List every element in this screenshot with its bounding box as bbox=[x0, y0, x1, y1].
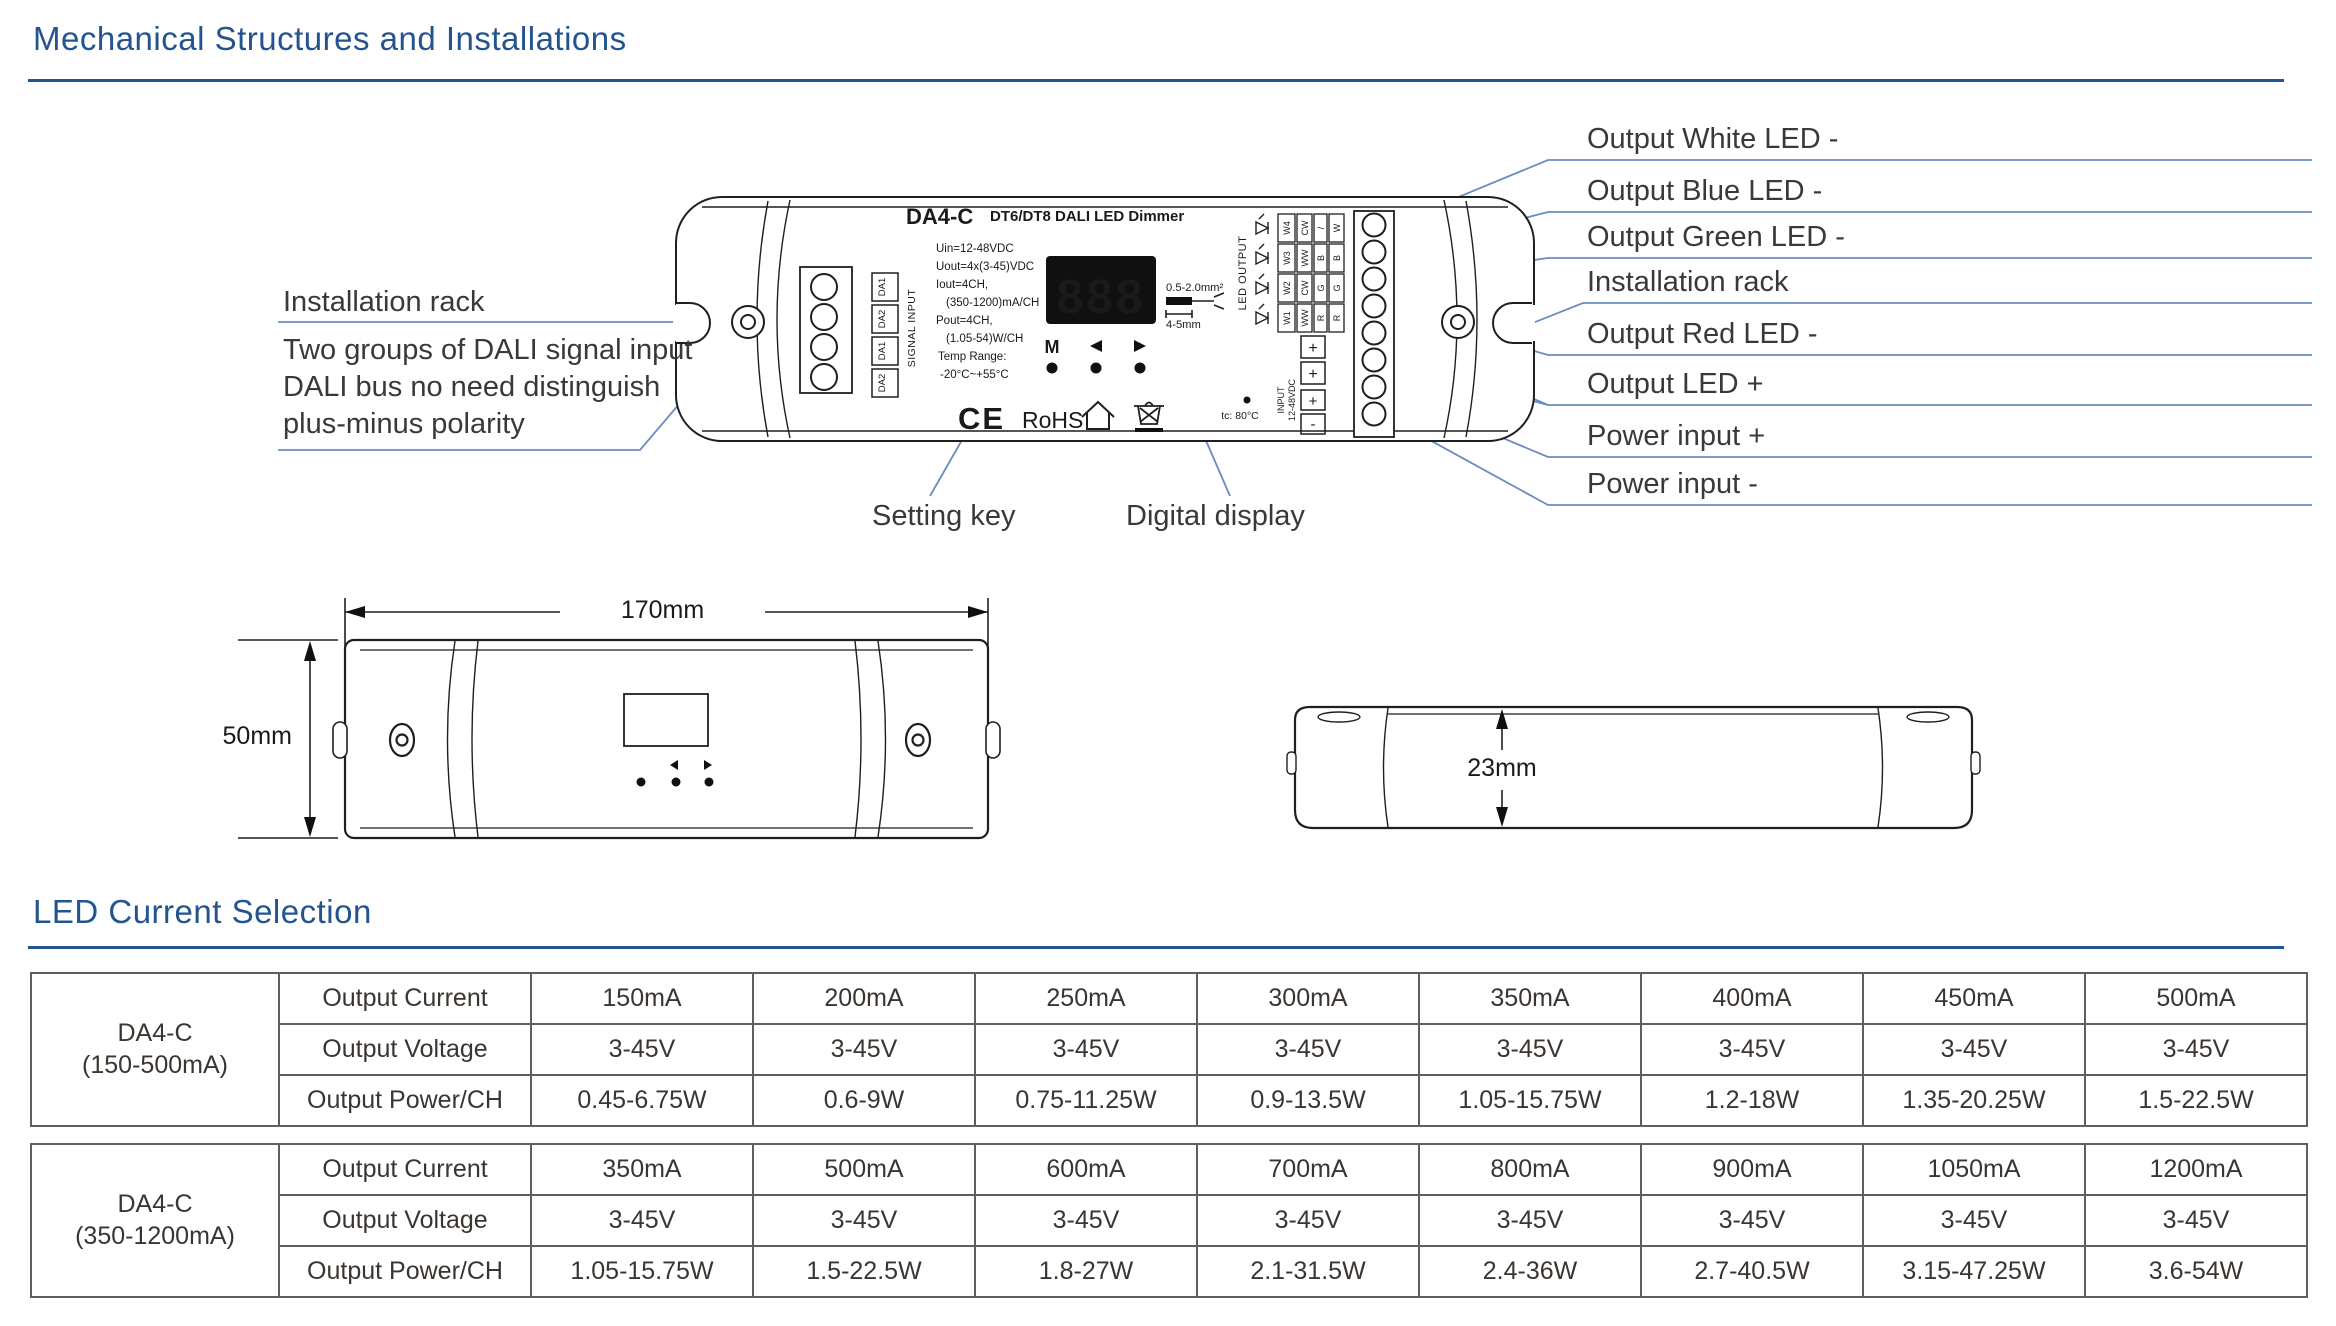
callout-output-green: Output Green LED - bbox=[1587, 221, 1845, 253]
da-terminal-label: DA1 bbox=[877, 277, 888, 297]
cell: 3-45V bbox=[1419, 1024, 1641, 1075]
dali-line-1: Two groups of DALI signal input bbox=[283, 334, 693, 366]
screw-left bbox=[732, 306, 764, 338]
wire-strip-label: 4-5mm bbox=[1166, 319, 1201, 331]
spec-line: Temp Range: bbox=[938, 351, 1007, 363]
callout-installation-rack-left: Installation rack bbox=[283, 286, 485, 318]
cell: 1.2-18W bbox=[1641, 1075, 1863, 1126]
dali-line-2: DALI bus no need distinguish bbox=[283, 371, 661, 403]
cell: 350mA bbox=[531, 1144, 753, 1195]
cell: 3-45V bbox=[1863, 1195, 2085, 1246]
section-title-led-current: LED Current Selection bbox=[33, 893, 372, 930]
cell: 900mA bbox=[1641, 1144, 1863, 1195]
cell: 500mA bbox=[753, 1144, 975, 1195]
matrix-cell: W bbox=[1332, 223, 1342, 233]
cell: 1.5-22.5W bbox=[2085, 1075, 2307, 1126]
cell: 350mA bbox=[1419, 973, 1641, 1024]
callout-output-white: Output White LED - bbox=[1587, 123, 1839, 155]
cell: 0.45-6.75W bbox=[531, 1075, 753, 1126]
input-plus-label: + bbox=[1308, 393, 1318, 410]
table-row bbox=[31, 973, 2307, 1024]
cell: 250mA bbox=[975, 973, 1197, 1024]
cell: 3-45V bbox=[2085, 1024, 2307, 1075]
input-label: INPUT bbox=[1276, 386, 1286, 414]
callout-installation-rack-right: Installation rack bbox=[1587, 266, 1789, 298]
led-output-label: LED OUTPUT bbox=[1237, 235, 1249, 311]
spec-line: (350-1200)mA/CH bbox=[946, 297, 1040, 309]
matrix-cell: W3 bbox=[1282, 251, 1292, 265]
matrix-cell: WW bbox=[1300, 249, 1310, 267]
row-label: Output Current bbox=[279, 1144, 531, 1195]
cell: 3-45V bbox=[531, 1195, 753, 1246]
plus-terminal-label: + bbox=[1308, 340, 1318, 357]
matrix-cell: G bbox=[1316, 284, 1326, 292]
cell: 700mA bbox=[1197, 1144, 1419, 1195]
cell: 1.35-20.25W bbox=[1863, 1075, 2085, 1126]
cell: 3-45V bbox=[2085, 1195, 2307, 1246]
model-name: DA4-C bbox=[117, 1019, 193, 1048]
cell: 2.4-36W bbox=[1419, 1246, 1641, 1297]
matrix-cell: W2 bbox=[1282, 281, 1292, 295]
tc-dot bbox=[1244, 397, 1251, 404]
seven-segment-display: 888 bbox=[1056, 271, 1146, 324]
row-label: Output Voltage bbox=[279, 1195, 531, 1246]
row-label: Output Current bbox=[279, 973, 531, 1024]
callout-power-input-plus: Power input + bbox=[1587, 420, 1766, 452]
cell: 3-45V bbox=[1641, 1195, 1863, 1246]
cell: 3.15-47.25W bbox=[1863, 1246, 2085, 1297]
cell: 2.1-31.5W bbox=[1197, 1246, 1419, 1297]
plus-terminal-label: + bbox=[1308, 366, 1318, 383]
cell: 0.75-11.25W bbox=[975, 1075, 1197, 1126]
cell: 3-45V bbox=[1419, 1195, 1641, 1246]
callout-dali-input bbox=[283, 332, 692, 443]
cell: 1.5-22.5W bbox=[753, 1246, 975, 1297]
matrix-cell: G bbox=[1332, 284, 1342, 292]
right-rack-notch bbox=[1493, 303, 1535, 343]
callout-output-blue: Output Blue LED - bbox=[1587, 175, 1823, 207]
matrix-cell: WW bbox=[1300, 309, 1310, 327]
row-label: Output Power/CH bbox=[279, 1075, 531, 1126]
matrix-cell: W4 bbox=[1282, 221, 1292, 235]
led-current-table-2 bbox=[30, 1143, 2308, 1298]
cell: 3-45V bbox=[1641, 1024, 1863, 1075]
cell: 1.05-15.75W bbox=[531, 1246, 753, 1297]
dim-label-depth: 23mm bbox=[1467, 754, 1537, 782]
spec-line: Uin=12-48VDC bbox=[936, 243, 1014, 255]
m-key-label: M bbox=[1044, 337, 1060, 357]
spec-line: -20°C~+55°C bbox=[940, 369, 1009, 381]
matrix-cell: B bbox=[1316, 254, 1326, 262]
wire-gauge-label: 0.5-2.0mm² bbox=[1166, 282, 1224, 294]
table-row bbox=[31, 1144, 2307, 1195]
page-title: Mechanical Structures and Installations bbox=[33, 20, 627, 57]
front-view bbox=[238, 598, 1000, 838]
callout-output-red: Output Red LED - bbox=[1587, 318, 1818, 350]
rohs-label: RoHS bbox=[1022, 407, 1084, 433]
cell: 2.7-40.5W bbox=[1641, 1246, 1863, 1297]
cell: 1050mA bbox=[1863, 1144, 2085, 1195]
callout-setting-key: Setting key bbox=[872, 500, 1016, 532]
device-subtitle: DT6/DT8 DALI LED Dimmer bbox=[990, 208, 1185, 225]
model-cell bbox=[31, 973, 279, 1126]
input-minus-label: - bbox=[1310, 416, 1316, 433]
matrix-cell: R bbox=[1316, 314, 1326, 322]
da-terminal-label: DA1 bbox=[877, 341, 888, 361]
cell: 3-45V bbox=[531, 1024, 753, 1075]
cell: 0.9-13.5W bbox=[1197, 1075, 1419, 1126]
callout-output-led-plus: Output LED + bbox=[1587, 368, 1764, 400]
table-row bbox=[31, 1195, 2307, 1246]
ce-mark: CE bbox=[958, 401, 1006, 436]
cell: 3-45V bbox=[1863, 1024, 2085, 1075]
dali-line-3: plus-minus polarity bbox=[283, 408, 525, 440]
cell: 3-45V bbox=[753, 1024, 975, 1075]
cell: 800mA bbox=[1419, 1144, 1641, 1195]
cell: 1.05-15.75W bbox=[1419, 1075, 1641, 1126]
cell: 3-45V bbox=[753, 1195, 975, 1246]
tc-label: tc: 80°C bbox=[1221, 410, 1259, 422]
screw-right bbox=[1442, 306, 1474, 338]
cell: 600mA bbox=[975, 1144, 1197, 1195]
matrix-cell: CW bbox=[1300, 220, 1310, 236]
model-range: (350-1200mA) bbox=[75, 1221, 235, 1250]
matrix-cell: B bbox=[1332, 254, 1342, 262]
cell: 3-45V bbox=[1197, 1024, 1419, 1075]
cell: 1200mA bbox=[2085, 1144, 2307, 1195]
cell: 3-45V bbox=[975, 1195, 1197, 1246]
row-label: Output Power/CH bbox=[279, 1246, 531, 1297]
row-label: Output Voltage bbox=[279, 1024, 531, 1075]
cell: 3-45V bbox=[975, 1024, 1197, 1075]
cell: 200mA bbox=[753, 973, 975, 1024]
led-current-table-1 bbox=[30, 972, 2308, 1127]
da-terminal-label: DA2 bbox=[877, 373, 888, 393]
cell: 400mA bbox=[1641, 973, 1863, 1024]
cell: 1.8-27W bbox=[975, 1246, 1197, 1297]
matrix-cell: / bbox=[1316, 226, 1326, 230]
output-terminal-strip bbox=[1354, 211, 1394, 437]
side-view bbox=[1287, 707, 1980, 828]
cell: 3.6-54W bbox=[2085, 1246, 2307, 1297]
cell: 3-45V bbox=[1197, 1195, 1419, 1246]
model-name: DA4-C bbox=[117, 1190, 193, 1219]
callout-power-input-minus: Power input - bbox=[1587, 468, 1758, 500]
da-terminal-label: DA2 bbox=[877, 309, 888, 329]
spec-line: Iout=4CH, bbox=[936, 279, 989, 291]
device-model: DA4-C bbox=[906, 204, 974, 229]
signal-terminal-block bbox=[800, 267, 852, 393]
matrix-cell: CW bbox=[1300, 280, 1310, 296]
spec-line: (1.05-54)W/CH bbox=[946, 333, 1024, 345]
cell: 150mA bbox=[531, 973, 753, 1024]
cell: 0.6-9W bbox=[753, 1075, 975, 1126]
matrix-cell: W1 bbox=[1282, 311, 1292, 325]
matrix-cell: R bbox=[1332, 314, 1342, 322]
dim-label-width: 170mm bbox=[620, 596, 705, 624]
cell: 300mA bbox=[1197, 973, 1419, 1024]
model-cell bbox=[31, 1144, 279, 1297]
signal-input-label: SIGNAL INPUT bbox=[906, 288, 918, 368]
input-voltage-label: 12-48VDC bbox=[1287, 378, 1297, 422]
cell: 500mA bbox=[2085, 973, 2307, 1024]
table-row bbox=[31, 1246, 2307, 1297]
spec-line: Pout=4CH, bbox=[936, 315, 993, 327]
callout-digital-display: Digital display bbox=[1126, 500, 1305, 532]
dim-label-height: 50mm bbox=[222, 722, 292, 750]
spec-line: Uout=4x(3-45)VDC bbox=[936, 261, 1035, 273]
table-row bbox=[31, 1024, 2307, 1075]
cell: 450mA bbox=[1863, 973, 2085, 1024]
table-row bbox=[31, 1075, 2307, 1126]
model-range: (150-500mA) bbox=[82, 1050, 228, 1079]
